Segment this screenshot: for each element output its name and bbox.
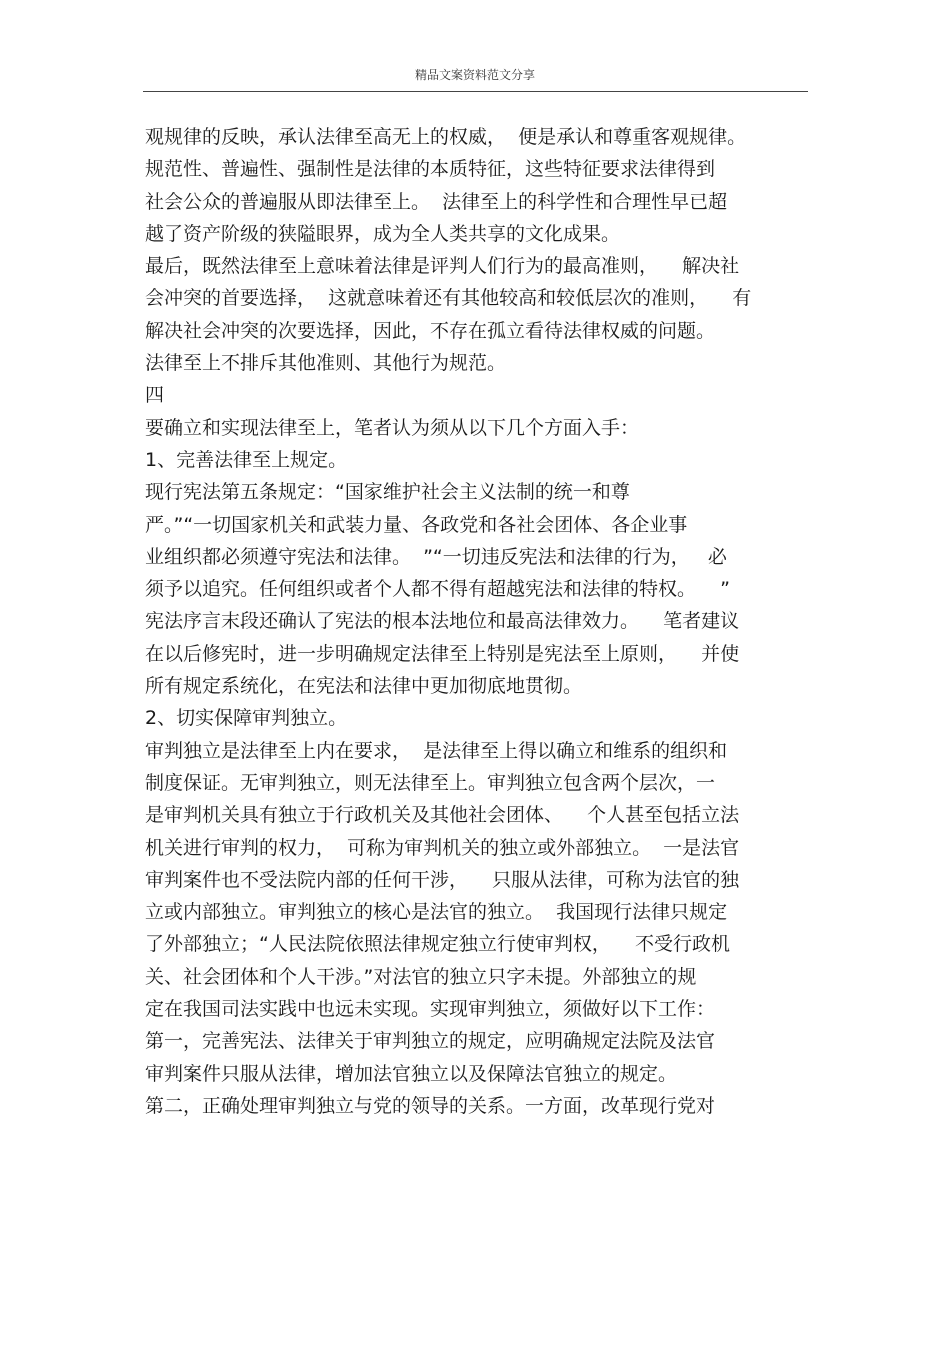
text-line: 制度保证。无审判独立，则无法律至上。审判独立包含两个层次，一 bbox=[145, 771, 716, 794]
text-line: 会冲突的首要选择， 这就意味着还有其他较高和较低层次的准则， 有 bbox=[145, 287, 752, 310]
page-header: 精品文案资料范文分享 bbox=[414, 68, 535, 82]
subsection-heading: 1、完善法律至上规定。 bbox=[145, 448, 348, 471]
text-line: 所有规定系统化，在宪法和法律中更加彻底地贯彻。 bbox=[145, 675, 583, 698]
text-line: 了外部独立；“人民法院依照法律规定独立行使审判权， 不受行政机 bbox=[145, 933, 731, 956]
text-line: 审判案件只服从法律，增加法官独立以及保障法官独立的规定。 bbox=[145, 1062, 678, 1085]
text-line: 规范性、普遍性、强制性是法律的本质特征，这些特征要求法律得到 bbox=[145, 158, 716, 181]
text-line: 观规律的反映，承认法律至高无上的权威， 便是承认和尊重客观规律。 bbox=[145, 126, 747, 148]
text-line: 审判案件也不受法院内部的任何干涉， 只服从法律，可称为法官的独 bbox=[145, 868, 740, 891]
text-line: 越了资产阶级的狭隘眼界，成为全人类共享的文化成果。 bbox=[145, 222, 621, 245]
document-body bbox=[145, 121, 815, 1122]
text-line: 机关进行审判的权力， 可称为审判机关的独立或外部独立。 一是法官 bbox=[145, 836, 740, 859]
text-line: 在以后修宪时，进一步明确规定法律至上特别是宪法至上原则， 并使 bbox=[145, 642, 740, 665]
text-line: 法律至上不排斥其他准则、其他行为规范。 bbox=[145, 352, 507, 375]
subsection-heading: 2、切实保障审判独立。 bbox=[145, 707, 348, 730]
header-divider bbox=[143, 91, 808, 92]
text-line: 须予以追究。任何组织或者个人都不得有超越宪法和法律的特权。 ” bbox=[145, 578, 731, 601]
text-line: 第一，完善宪法、法律关于审判独立的规定，应明确规定法院及法官 bbox=[145, 1030, 716, 1053]
text-line: 关、社会团体和个人干涉。”对法官的独立只字未提。外部独立的规 bbox=[145, 965, 697, 988]
text-line: 定在我国司法实践中也远未实现。实现审判独立，须做好以下工作： bbox=[145, 998, 716, 1021]
text-line: 审判独立是法律至上内在要求， 是法律至上得以确立和维系的组织和 bbox=[145, 739, 728, 762]
text-line: 严。”“一切国家机关和武装力量、各政党和各社会团体、各企业事 bbox=[145, 513, 688, 536]
text-line: 解决社会冲突的次要选择，因此，不存在孤立看待法律权威的问题。 bbox=[145, 319, 716, 342]
text-line: 现行宪法第五条规定：“国家维护社会主义法制的统一和尊 bbox=[145, 481, 630, 504]
section-number: 四 bbox=[145, 384, 165, 407]
text-line: 社会公众的普遍服从即法律至上。 法律至上的科学性和合理性早已超 bbox=[145, 190, 728, 213]
text-line: 宪法序言末段还确认了宪法的根本法地位和最高法律效力。 笔者建议 bbox=[145, 610, 740, 633]
text-line: 第二，正确处理审判独立与党的领导的关系。一方面，改革现行党对 bbox=[145, 1094, 716, 1117]
text-line: 是审判机关具有独立于行政机关及其他社会团体、 个人甚至包括立法 bbox=[145, 804, 740, 827]
text-line: 立或内部独立。审判独立的核心是法官的独立。 我国现行法律只规定 bbox=[145, 901, 728, 924]
text-line: 要确立和实现法律至上，笔者认为须从以下几个方面入手： bbox=[145, 416, 640, 439]
text-line: 最后，既然法律至上意味着法律是评判人们行为的最高准则， 解决社 bbox=[145, 255, 740, 278]
text-line: 业组织都必须遵守宪法和法律。 ”“一切违反宪法和法律的行为， 必 bbox=[145, 545, 727, 568]
